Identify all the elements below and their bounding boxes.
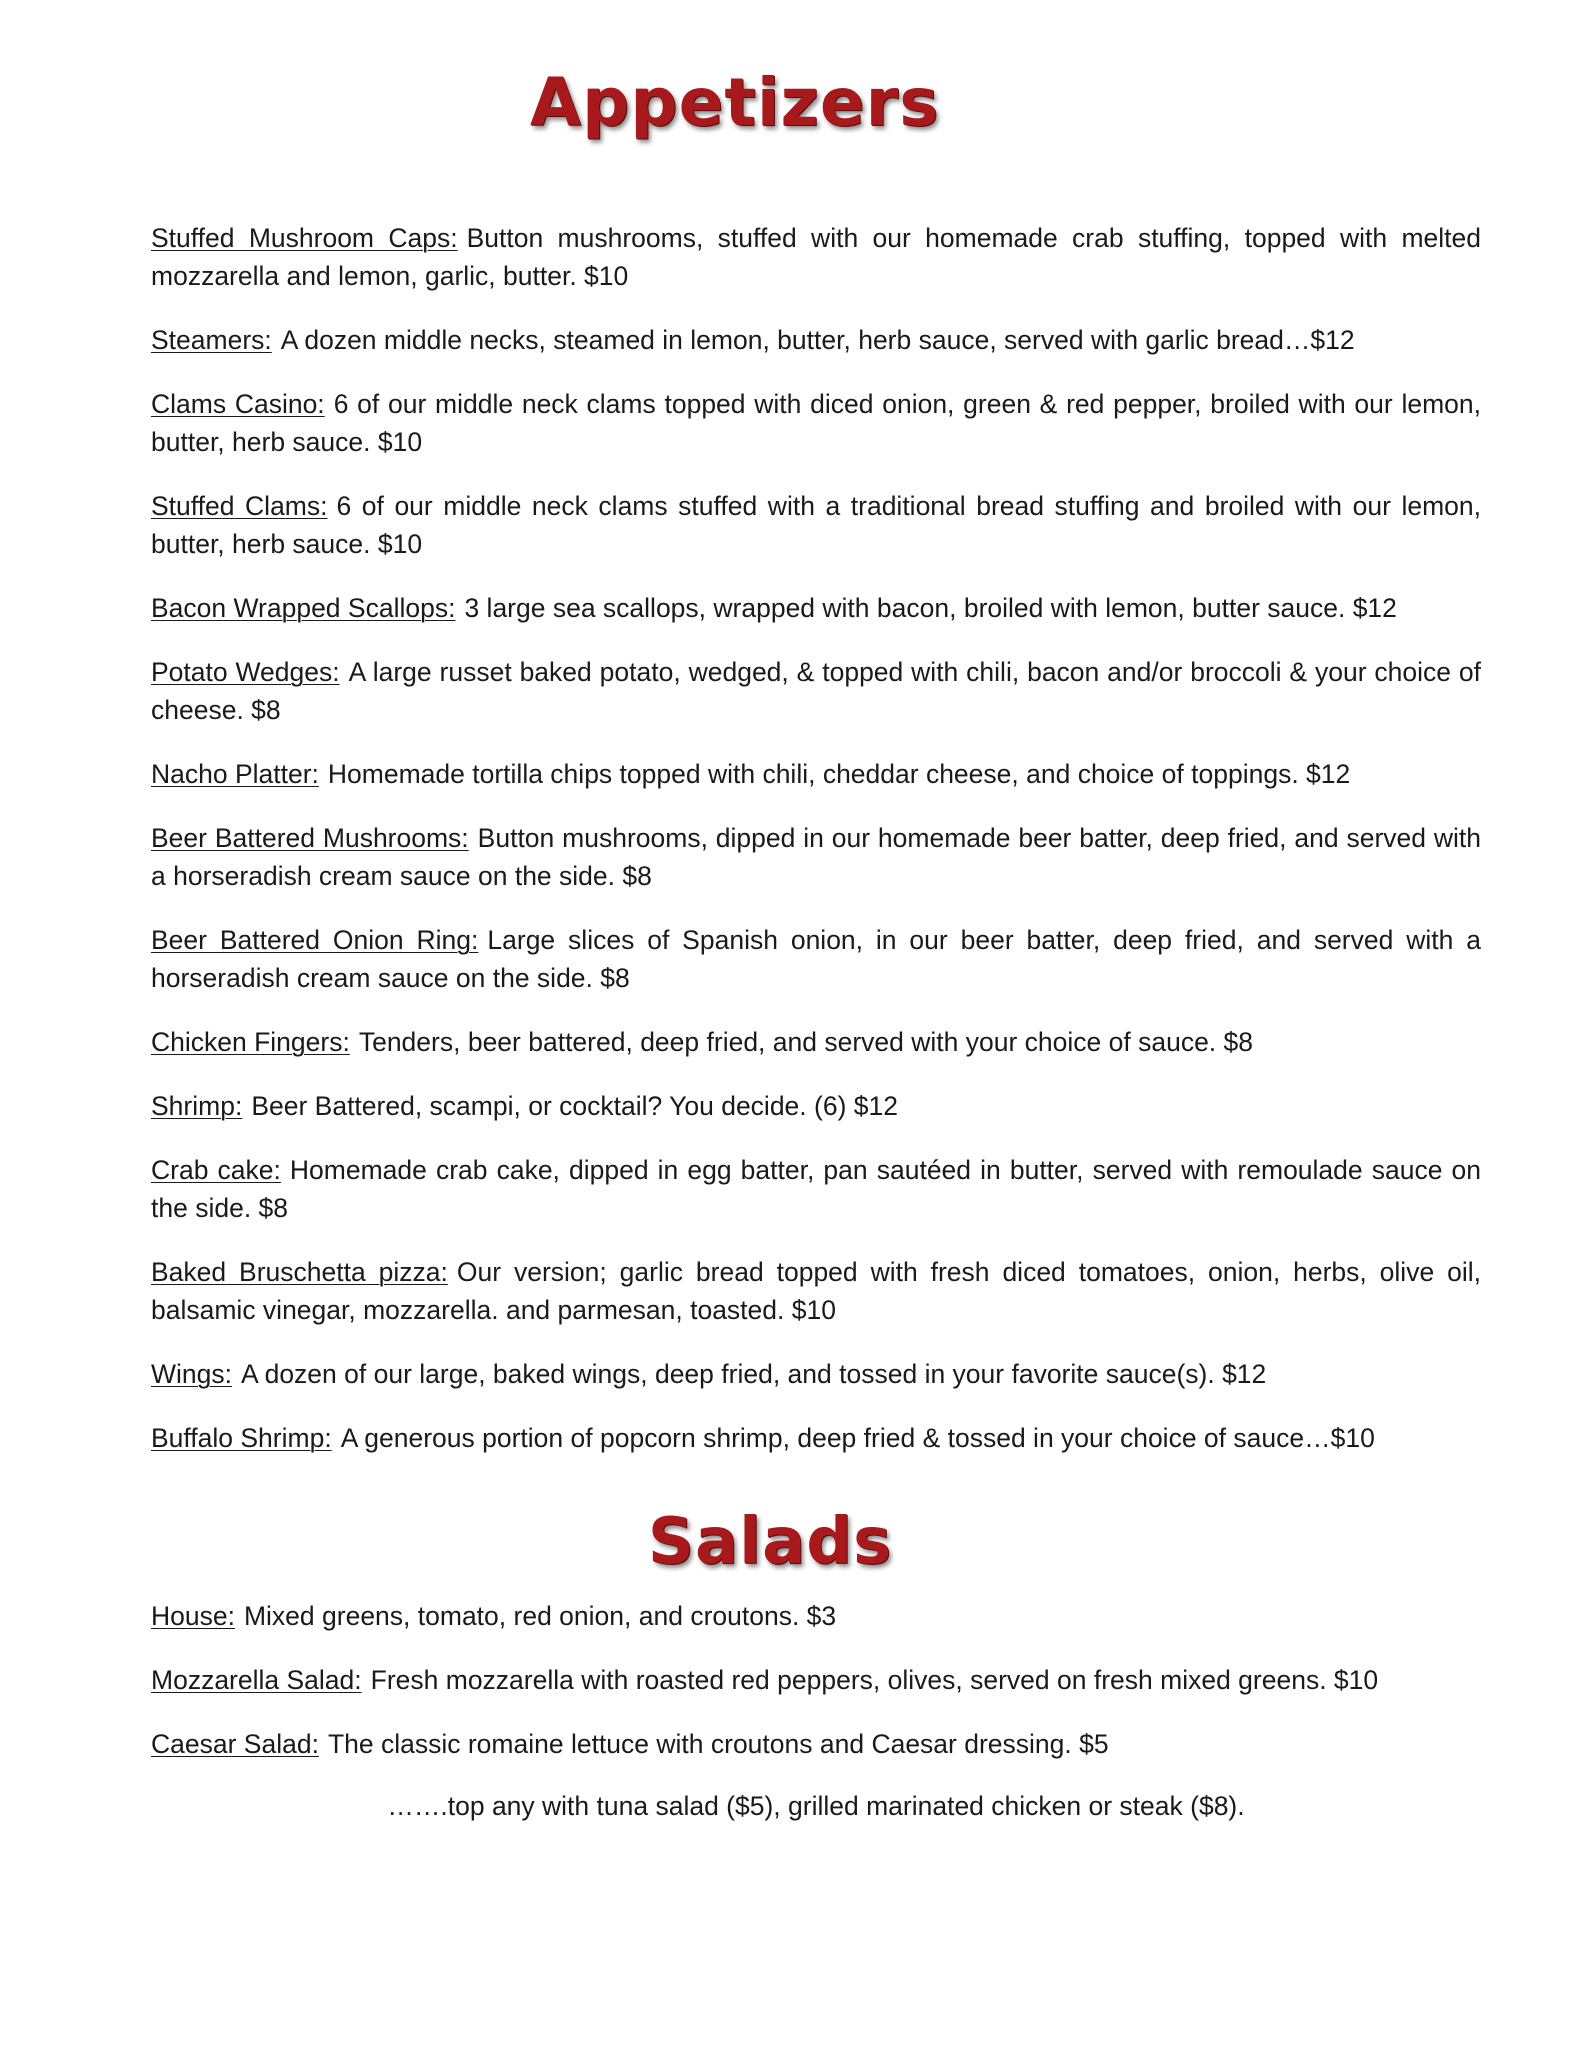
menu-item-description: A dozen of our large, baked wings, deep fried, and tossed in your favorite sauce(s). $12 (241, 1359, 1267, 1389)
menu-item-description: The classic romaine lettuce with croutons and Caesar dressing. $5 (327, 1729, 1109, 1759)
menu-item (151, 1253, 1481, 1329)
menu-item (151, 487, 1481, 563)
salads-heading: Salads (647, 1505, 893, 1579)
menu-item (151, 1661, 1481, 1699)
menu-item (151, 653, 1481, 729)
appetizers-list (151, 219, 1481, 1483)
menu-item (151, 1023, 1481, 1061)
menu-item (151, 921, 1481, 997)
menu-item-description: Beer Battered, scampi, or cocktail? You decide. (6) $12 (251, 1091, 898, 1121)
menu-item-name: Bacon Wrapped Scallops: (151, 593, 456, 623)
menu-item-description: Button mushrooms, dipped in our homemade beer batter, deep fried, and served with a horseradish cream sauce on the side. $8 (151, 823, 1481, 891)
salad-topping-note: …….top any with tuna salad ($5), grilled marinated chicken or steak ($8). (387, 1791, 1245, 1821)
appetizers-heading: Appetizers (530, 64, 940, 141)
menu-item-description: Tenders, beer battered, deep fried, and served with your choice of sauce. $8 (358, 1027, 1254, 1057)
menu-item (151, 1597, 1481, 1635)
menu-item-description: Large slices of Spanish onion, in our beer batter, deep fried, and served with a horseradish cream sauce on the side. $8 (151, 925, 1481, 993)
menu-item-name: Beer Battered Onion Ring: (151, 925, 479, 955)
menu-item-name: Crab cake: (151, 1155, 281, 1185)
menu-item-name: Chicken Fingers: (151, 1027, 350, 1057)
menu-item (151, 321, 1481, 359)
menu-item-description: 6 of our middle neck clams stuffed with a traditional bread stuffing and broiled with our lemon, butter, herb sauce. $10 (151, 491, 1481, 559)
menu-item-name: Stuffed Mushroom Caps: (151, 223, 458, 253)
menu-item-description: A generous portion of popcorn shrimp, deep fried & tossed in your choice of sauce…$10 (340, 1423, 1375, 1453)
menu-item-description: Mixed greens, tomato, red onion, and croutons. $3 (243, 1601, 837, 1631)
menu-item (151, 755, 1481, 793)
menu-item-description: 3 large sea scallops, wrapped with bacon, broiled with lemon, butter sauce. $12 (464, 593, 1397, 623)
menu-item (151, 1355, 1481, 1393)
menu-item (151, 1725, 1481, 1763)
menu-item-description: A large russet baked potato, wedged, & topped with chili, bacon and/or broccoli & your choice of cheese. $8 (151, 657, 1481, 725)
menu-item-name: Clams Casino: (151, 389, 325, 419)
menu-item-description: Our version; garlic bread topped with fresh diced tomatoes, onion, herbs, olive oil, balsamic vinegar, mozzarella. and parmesan, toasted. $10 (151, 1257, 1481, 1325)
menu-item-description: Button mushrooms, stuffed with our homemade crab stuffing, topped with melted mozzarella and lemon, garlic, butter. $10 (151, 223, 1481, 291)
menu-item-name: Potato Wedges: (151, 657, 340, 687)
menu-item-name: Baked Bruschetta pizza: (151, 1257, 448, 1287)
menu-item-name: Wings: (151, 1359, 232, 1389)
menu-item-description: 6 of our middle neck clams topped with diced onion, green & red pepper, broiled with our lemon, butter, herb sauce. $10 (151, 389, 1481, 457)
menu-item-name: Steamers: (151, 325, 272, 355)
menu-item (151, 589, 1481, 627)
menu-item-description: Homemade crab cake, dipped in egg batter, pan sautéed in butter, served with remoulade sauce on the side. $8 (151, 1155, 1482, 1223)
menu-item (151, 1151, 1481, 1227)
menu-item-name: Stuffed Clams: (151, 491, 328, 521)
menu-item-description: Fresh mozzarella with roasted red peppers, olives, served on fresh mixed greens. $10 (370, 1665, 1379, 1695)
menu-item (151, 219, 1481, 295)
menu-item (151, 1087, 1481, 1125)
menu-item-name: Beer Battered Mushrooms: (151, 823, 469, 853)
menu-item-name: Nacho Platter: (151, 759, 319, 789)
menu-item (151, 385, 1481, 461)
salads-list (151, 1597, 1481, 1789)
menu-item-name: House: (151, 1601, 235, 1631)
menu-item (151, 819, 1481, 895)
menu-item-description: Homemade tortilla chips topped with chili, cheddar cheese, and choice of toppings. $12 (327, 759, 1351, 789)
menu-item-description: A dozen middle necks, steamed in lemon, butter, herb sauce, served with garlic bread…$12 (280, 325, 1355, 355)
menu-item-name: Buffalo Shrimp: (151, 1423, 332, 1453)
menu-item-name: Mozzarella Salad: (151, 1665, 362, 1695)
menu-item-name: Caesar Salad: (151, 1729, 319, 1759)
menu-item (151, 1419, 1481, 1457)
menu-item-name: Shrimp: (151, 1091, 243, 1121)
